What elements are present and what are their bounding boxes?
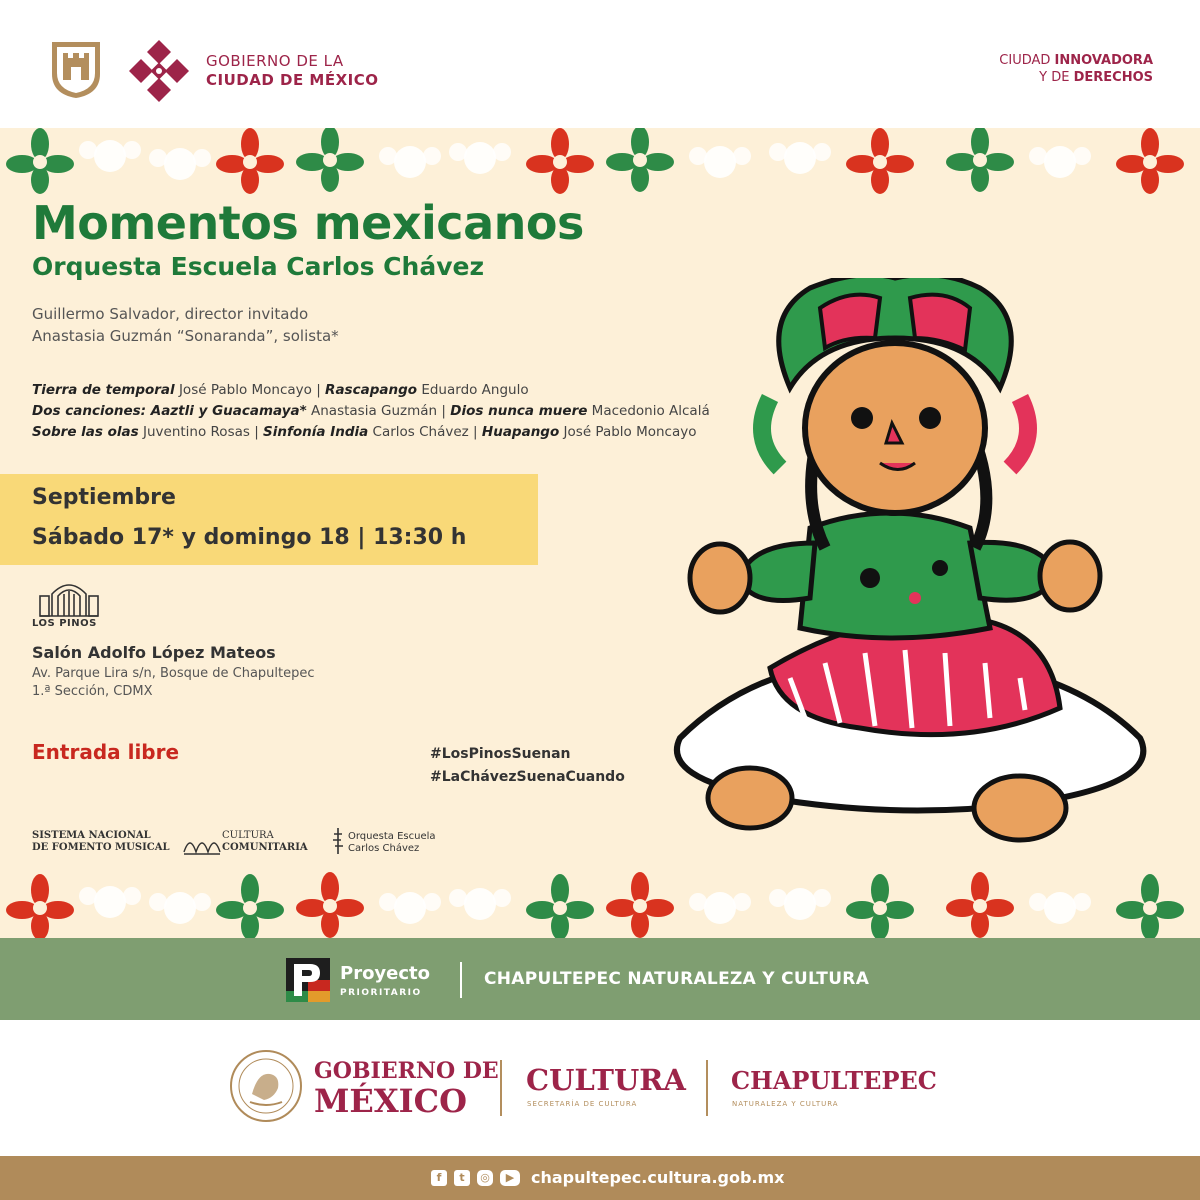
hashtag-1: #LosPinosSuenan xyxy=(430,746,571,762)
proyecto-prioritario-icon xyxy=(286,958,330,1002)
event-subtitle: Orquesta Escuela Carlos Chávez xyxy=(32,252,485,281)
venue-name: Salón Adolfo López Mateos xyxy=(32,643,276,662)
program-work: Dos canciones: Aaztli y Guacamaya* xyxy=(32,403,307,419)
twitter-icon[interactable]: t xyxy=(454,1170,470,1186)
program-composer: Eduardo Angulo xyxy=(417,382,529,398)
program-composer: Anastasia Guzmán | xyxy=(306,403,451,419)
project-subtitle: PRIORITARIO xyxy=(340,988,422,998)
program-composer: Carlos Chávez | xyxy=(368,424,482,440)
venue-address-2: 1.ª Sección, CDMX xyxy=(32,684,153,699)
program-work: Sinfonía India xyxy=(263,424,369,440)
youtube-icon[interactable]: ▶ xyxy=(500,1170,520,1186)
los-pinos-icon xyxy=(38,580,100,618)
slogan-c: Y DE xyxy=(1039,70,1074,85)
program-work: Huapango xyxy=(481,424,560,440)
venue-address-1: Av. Parque Lira s/n, Bosque de Chapultepec xyxy=(32,666,315,681)
gov-line1: GOBIERNO DE LA xyxy=(206,52,344,70)
credit-soloist: Anastasia Guzmán “Sonaranda”, solista* xyxy=(32,327,339,345)
chapultepec-sub: NATURALEZA Y CULTURA xyxy=(732,1100,839,1108)
program-line-2 xyxy=(32,401,710,422)
entry-label: Entrada libre xyxy=(32,740,180,764)
program-composer: José Pablo Moncayo | xyxy=(174,382,326,398)
sponsor-line: Orquesta Escuela xyxy=(348,831,436,842)
cultura-sub: SECRETARÍA DE CULTURA xyxy=(527,1100,638,1108)
cdmx-emblem-icon xyxy=(127,38,191,104)
gov-line2: CIUDAD DE MÉXICO xyxy=(206,71,379,89)
credit-director: Guillermo Salvador, director invitado xyxy=(32,305,309,323)
program-work: Sobre las olas xyxy=(32,424,139,440)
sponsor-line: CULTURA xyxy=(222,830,274,841)
event-poster xyxy=(0,128,1200,938)
project-divider xyxy=(460,962,462,998)
sponsor-line: Carlos Chávez xyxy=(348,843,420,854)
header xyxy=(0,0,1200,128)
gov-cdmx-wordmark xyxy=(206,52,379,90)
slogan-d: DERECHOS xyxy=(1073,70,1153,85)
footer-divider xyxy=(706,1060,708,1116)
los-pinos-label: LOS PINOS xyxy=(32,618,97,629)
papel-picado-bottom xyxy=(0,868,1200,938)
sponsor-cultura-comunitaria xyxy=(222,830,308,854)
papel-picado-top xyxy=(0,128,1200,198)
project-label: CHAPULTEPEC NATURALEZA Y CULTURA xyxy=(484,969,870,989)
program-composer: Macedonio Alcalá xyxy=(587,403,710,419)
slogan-a: CIUDAD xyxy=(999,53,1055,68)
mexico-seal-icon xyxy=(228,1048,304,1124)
orquesta-escuela-icon xyxy=(330,826,344,856)
chapultepec-logo: CHAPULTEPEC xyxy=(731,1066,937,1095)
cultura-comunitaria-icon xyxy=(182,832,222,856)
program-line-3 xyxy=(32,422,697,443)
cdmx-shield-icon xyxy=(50,40,102,100)
sponsor-line: COMUNITARIA xyxy=(222,842,308,853)
footer-divider xyxy=(500,1060,502,1116)
city-slogan xyxy=(930,52,1153,86)
hashtag-2: #LaChávezSuenaCuando xyxy=(430,769,625,785)
sponsor-oecc xyxy=(348,831,436,855)
program-composer: Juventino Rosas | xyxy=(138,424,264,440)
instagram-icon[interactable]: ◎ xyxy=(477,1170,493,1186)
event-month: Septiembre xyxy=(32,485,176,510)
gob-mexico-line1: GOBIERNO DE xyxy=(314,1058,499,1084)
website-link[interactable]: chapultepec.cultura.gob.mx xyxy=(531,1168,785,1187)
program-composer: José Pablo Moncayo xyxy=(559,424,697,440)
maria-doll-illustration xyxy=(640,278,1200,858)
sponsor-line: SISTEMA NACIONAL xyxy=(32,830,151,841)
slogan-b: INNOVADORA xyxy=(1054,53,1153,68)
program-line-1 xyxy=(32,380,529,401)
cultura-logo: CULTURA xyxy=(526,1063,686,1097)
program-work: Dios nunca muere xyxy=(450,403,588,419)
sponsor-line: DE FOMENTO MUSICAL xyxy=(32,842,170,853)
program-work: Tierra de temporal xyxy=(32,382,175,398)
sponsor-snfm xyxy=(32,830,170,854)
event-datetime: Sábado 17* y domingo 18 | 13:30 h xyxy=(32,525,467,550)
gob-mexico-line2: MÉXICO xyxy=(314,1082,467,1120)
facebook-icon[interactable]: f xyxy=(431,1170,447,1186)
program-work: Rascapango xyxy=(325,382,418,398)
project-title: Proyecto xyxy=(340,963,431,984)
event-title: Momentos mexicanos xyxy=(32,196,584,250)
